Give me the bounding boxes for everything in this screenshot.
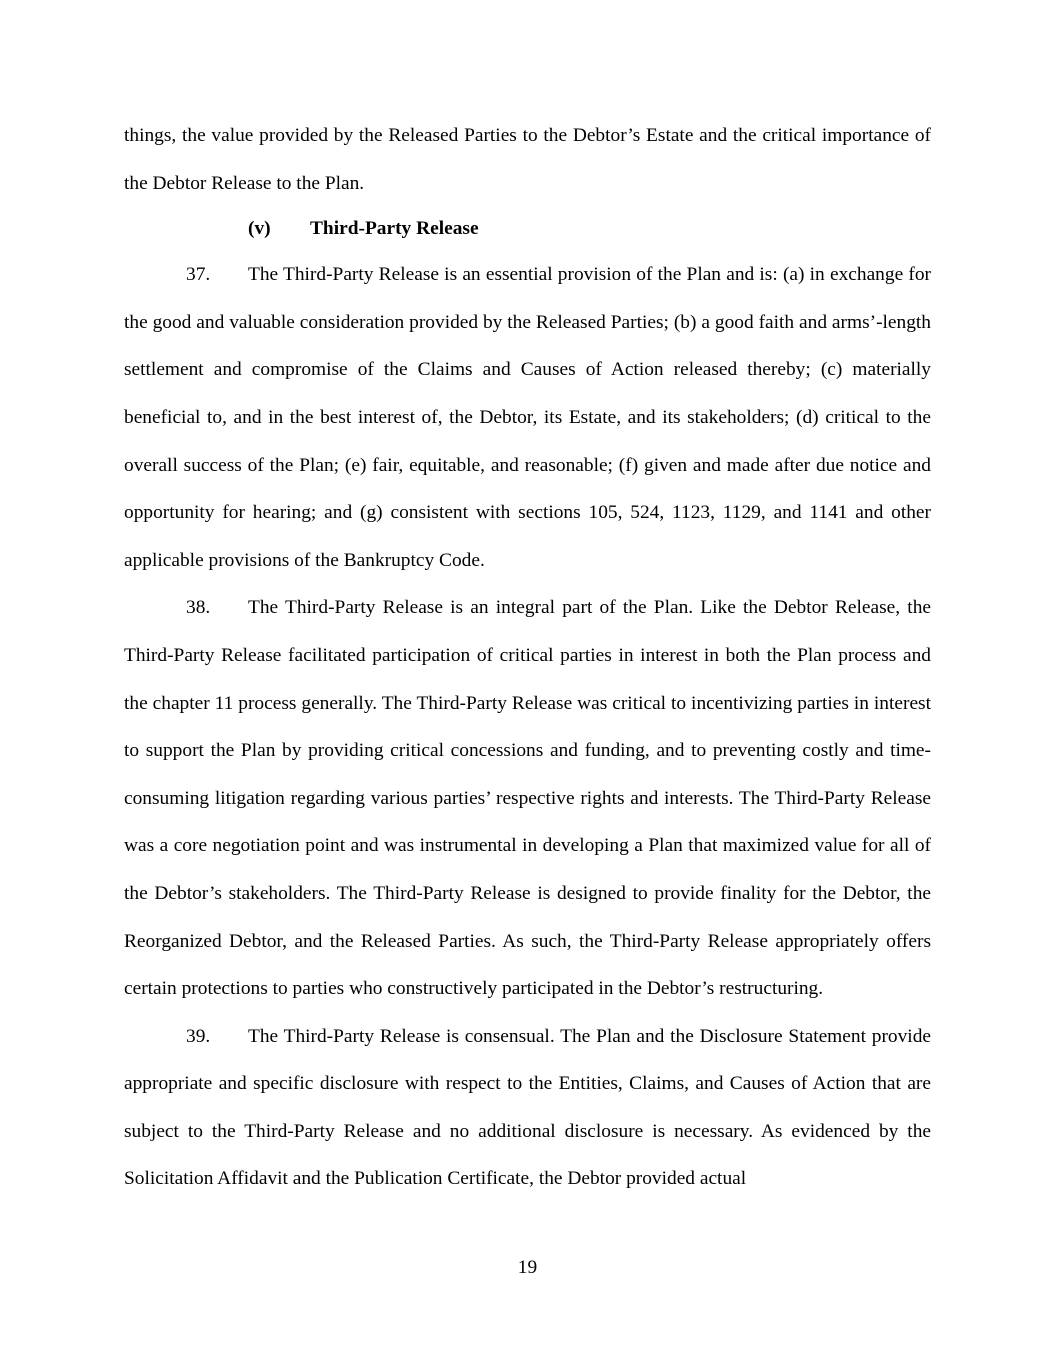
paragraph-text: The Third-Party Release is an essential provision of the Plan and is: (a) in exchange for the good and valuable consideration provided by the Released Parties; (b) a good faith and arms’-length settlement and compromise of the Claims and Causes of Action released thereby; (c) materially beneficial to, and in the best interest of, the Debtor, its Estate, and its stakeholders; (d) critical to the overall success of the Plan; (e) fair, equitable, and reasonable; (f) given and made after due notice and opportunity for hearing; and (g) consistent with sections 105, 524, 1123, 1129, and 1141 and other applicable provisions of the Bankruptcy Code. <box>124 264 931 571</box>
opening-paragraph: things, the value provided by the Released Parties to the Debtor’s Estate and the critical importance of the Debtor Release to the Plan. <box>124 125 931 194</box>
document-body <box>124 112 931 1203</box>
page-number: 19 <box>517 1257 538 1278</box>
section-heading-title: Third-Party Release <box>310 218 479 240</box>
paragraph-37 <box>124 251 931 584</box>
section-heading-number: (v) <box>248 218 271 240</box>
section-heading <box>124 207 931 251</box>
paragraph-text: The Third-Party Release is an integral part of the Plan. Like the Debtor Release, the Third-Party Release facilitated participation of critical parties in interest in both the Plan process and the chapter 11 process generally. The Third-Party Release was critical to incentivizing parties in interest to support the Plan by providing critical concessions and funding, and to preventing costly and time-consuming litigation regarding various parties’ respective rights and interests. The Third-Party Release was a core negotiation point and was instrumental in developing a Plan that maximized value for all of the Debtor’s stakeholders. The Third-Party Release is designed to provide finality for the Debtor, the Reorganized Debtor, and the Released Parties. As such, the Third-Party Release appropriately offers certain protections to parties who constructively participated in the Debtor’s restructuring. <box>124 597 931 1000</box>
paragraph-number: 39. <box>186 1025 211 1047</box>
paragraph-39 <box>124 1013 931 1203</box>
paragraph-text: The Third-Party Release is consensual. The Plan and the Disclosure Statement provide appropriate and specific disclosure with respect to the Entities, Claims, and Causes of Action that are subject to the Third-Party Release and no additional disclosure is necessary. As evidenced by the Solicitation Affidavit and the Publication Certificate, the Debtor provided actual <box>124 1025 931 1190</box>
paragraph-38 <box>124 584 931 1012</box>
paragraph-number: 37. <box>186 264 211 286</box>
paragraph-number: 38. <box>186 597 211 619</box>
